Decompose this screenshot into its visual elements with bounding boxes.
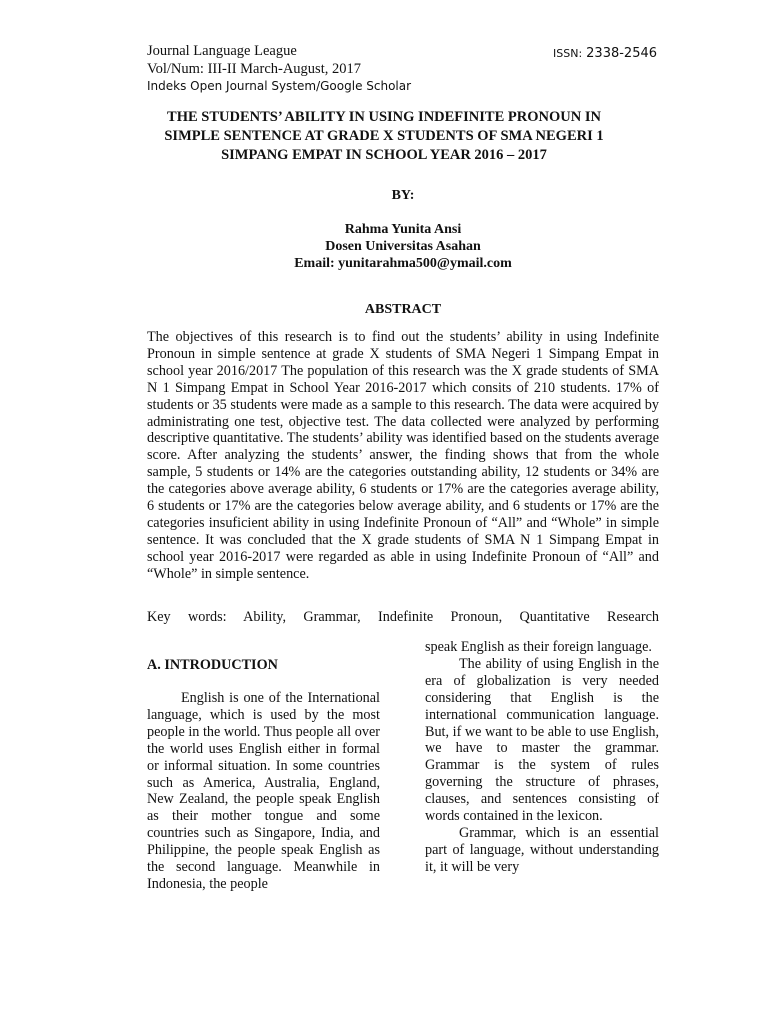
journal-name: Journal Language League: [147, 43, 297, 59]
right-column: [425, 639, 659, 876]
abstract-text: The objectives of this research is to find out the students’ ability in using Indefinite Pronoun in simple sentence at grade X students of SMA Negeri 1 Simpang Empat in school year 2016/2017 The population of this research was the X grade students of SMA N 1 Simpang Empat in School Year 2016-2017 which consits of 210 students. 17% of students or 35 students were made as a sample to this research. The data were acquired by administrating one test, objective test. The data collected were analyzed by performing descriptive quantitative. The students’ ability was identified based on the students average score. After analyzing the students’ answer, the finding shows that from the whole sample, 5 students or 14% are the categories outstanding ability, 12 students or 34% are the categories above average ability, 6 students or 17% are the categories average ability, 6 students or 17% are the categories below average ability, and 6 students or 17% are the categories insuficient ability in using Indefinite Pronoun of “All” and “Whole” in simple sentence. It was concluded that the X grade students of SMA N 1 Simpang Empat in school year 2016-2017 were regarded as able in using Indefinite Pronoun of “All” and “Whole” in simple sentence.: [147, 329, 659, 582]
byline: BY:: [391, 188, 415, 203]
keywords: Key words: Ability, Grammar, Indefinite Pronoun, Quantitative Research: [147, 609, 659, 625]
intro-paragraph-2: The ability of using English in the era of globalization is very needed considering that English is the international communication language. But, if we want to be able to use English, we have to master the grammar. Grammar is the system of rules governing the structure of phrases, clauses, and sentences consisting of words contained in the lexicon.: [425, 655, 659, 825]
intro-paragraph-1: English is one of the International language, which is used by the most people in the world. Thus people all over the world uses English either in formal or informal situation. In some countries such as America, Australia, England, New Zealand, the people speak English as their mother tongue and some countries such as Singapore, India, and Philippine, the people speak English as the second language. Meanwhile in Indonesia, the people: [147, 690, 380, 892]
author-email: Email: yunitarahma500@ymail.com: [294, 256, 512, 271]
issn: [553, 44, 657, 62]
left-column: [147, 690, 380, 893]
journal-volume: Vol/Num: III-II March-August, 2017: [147, 61, 361, 77]
abstract-heading: ABSTRACT: [364, 302, 442, 317]
journal-index: Indeks Open Journal System/Google Scholar: [147, 79, 412, 93]
intro-paragraph-3: Grammar, which is an essential part of language, without understanding it, it will be very: [425, 824, 659, 875]
author-name: Rahma Yunita Ansi: [344, 222, 462, 237]
introduction-heading: A. INTRODUCTION: [147, 657, 278, 673]
issn-value: 2338-2546: [586, 46, 658, 61]
author-affiliation: Dosen Universitas Asahan: [325, 239, 481, 254]
paper-title: THE STUDENTS’ ABILITY IN USING INDEFINITE PRONOUN IN SIMPLE SENTENCE AT GRADE X STUDENTS OF SMA NEGERI 1 SIMPANG EMPAT IN SCHOOL YEAR 2016 – 2017: [164, 109, 604, 163]
issn-label: ISSN:: [553, 47, 583, 60]
intro-continuation: speak English as their foreign language.: [425, 639, 652, 655]
